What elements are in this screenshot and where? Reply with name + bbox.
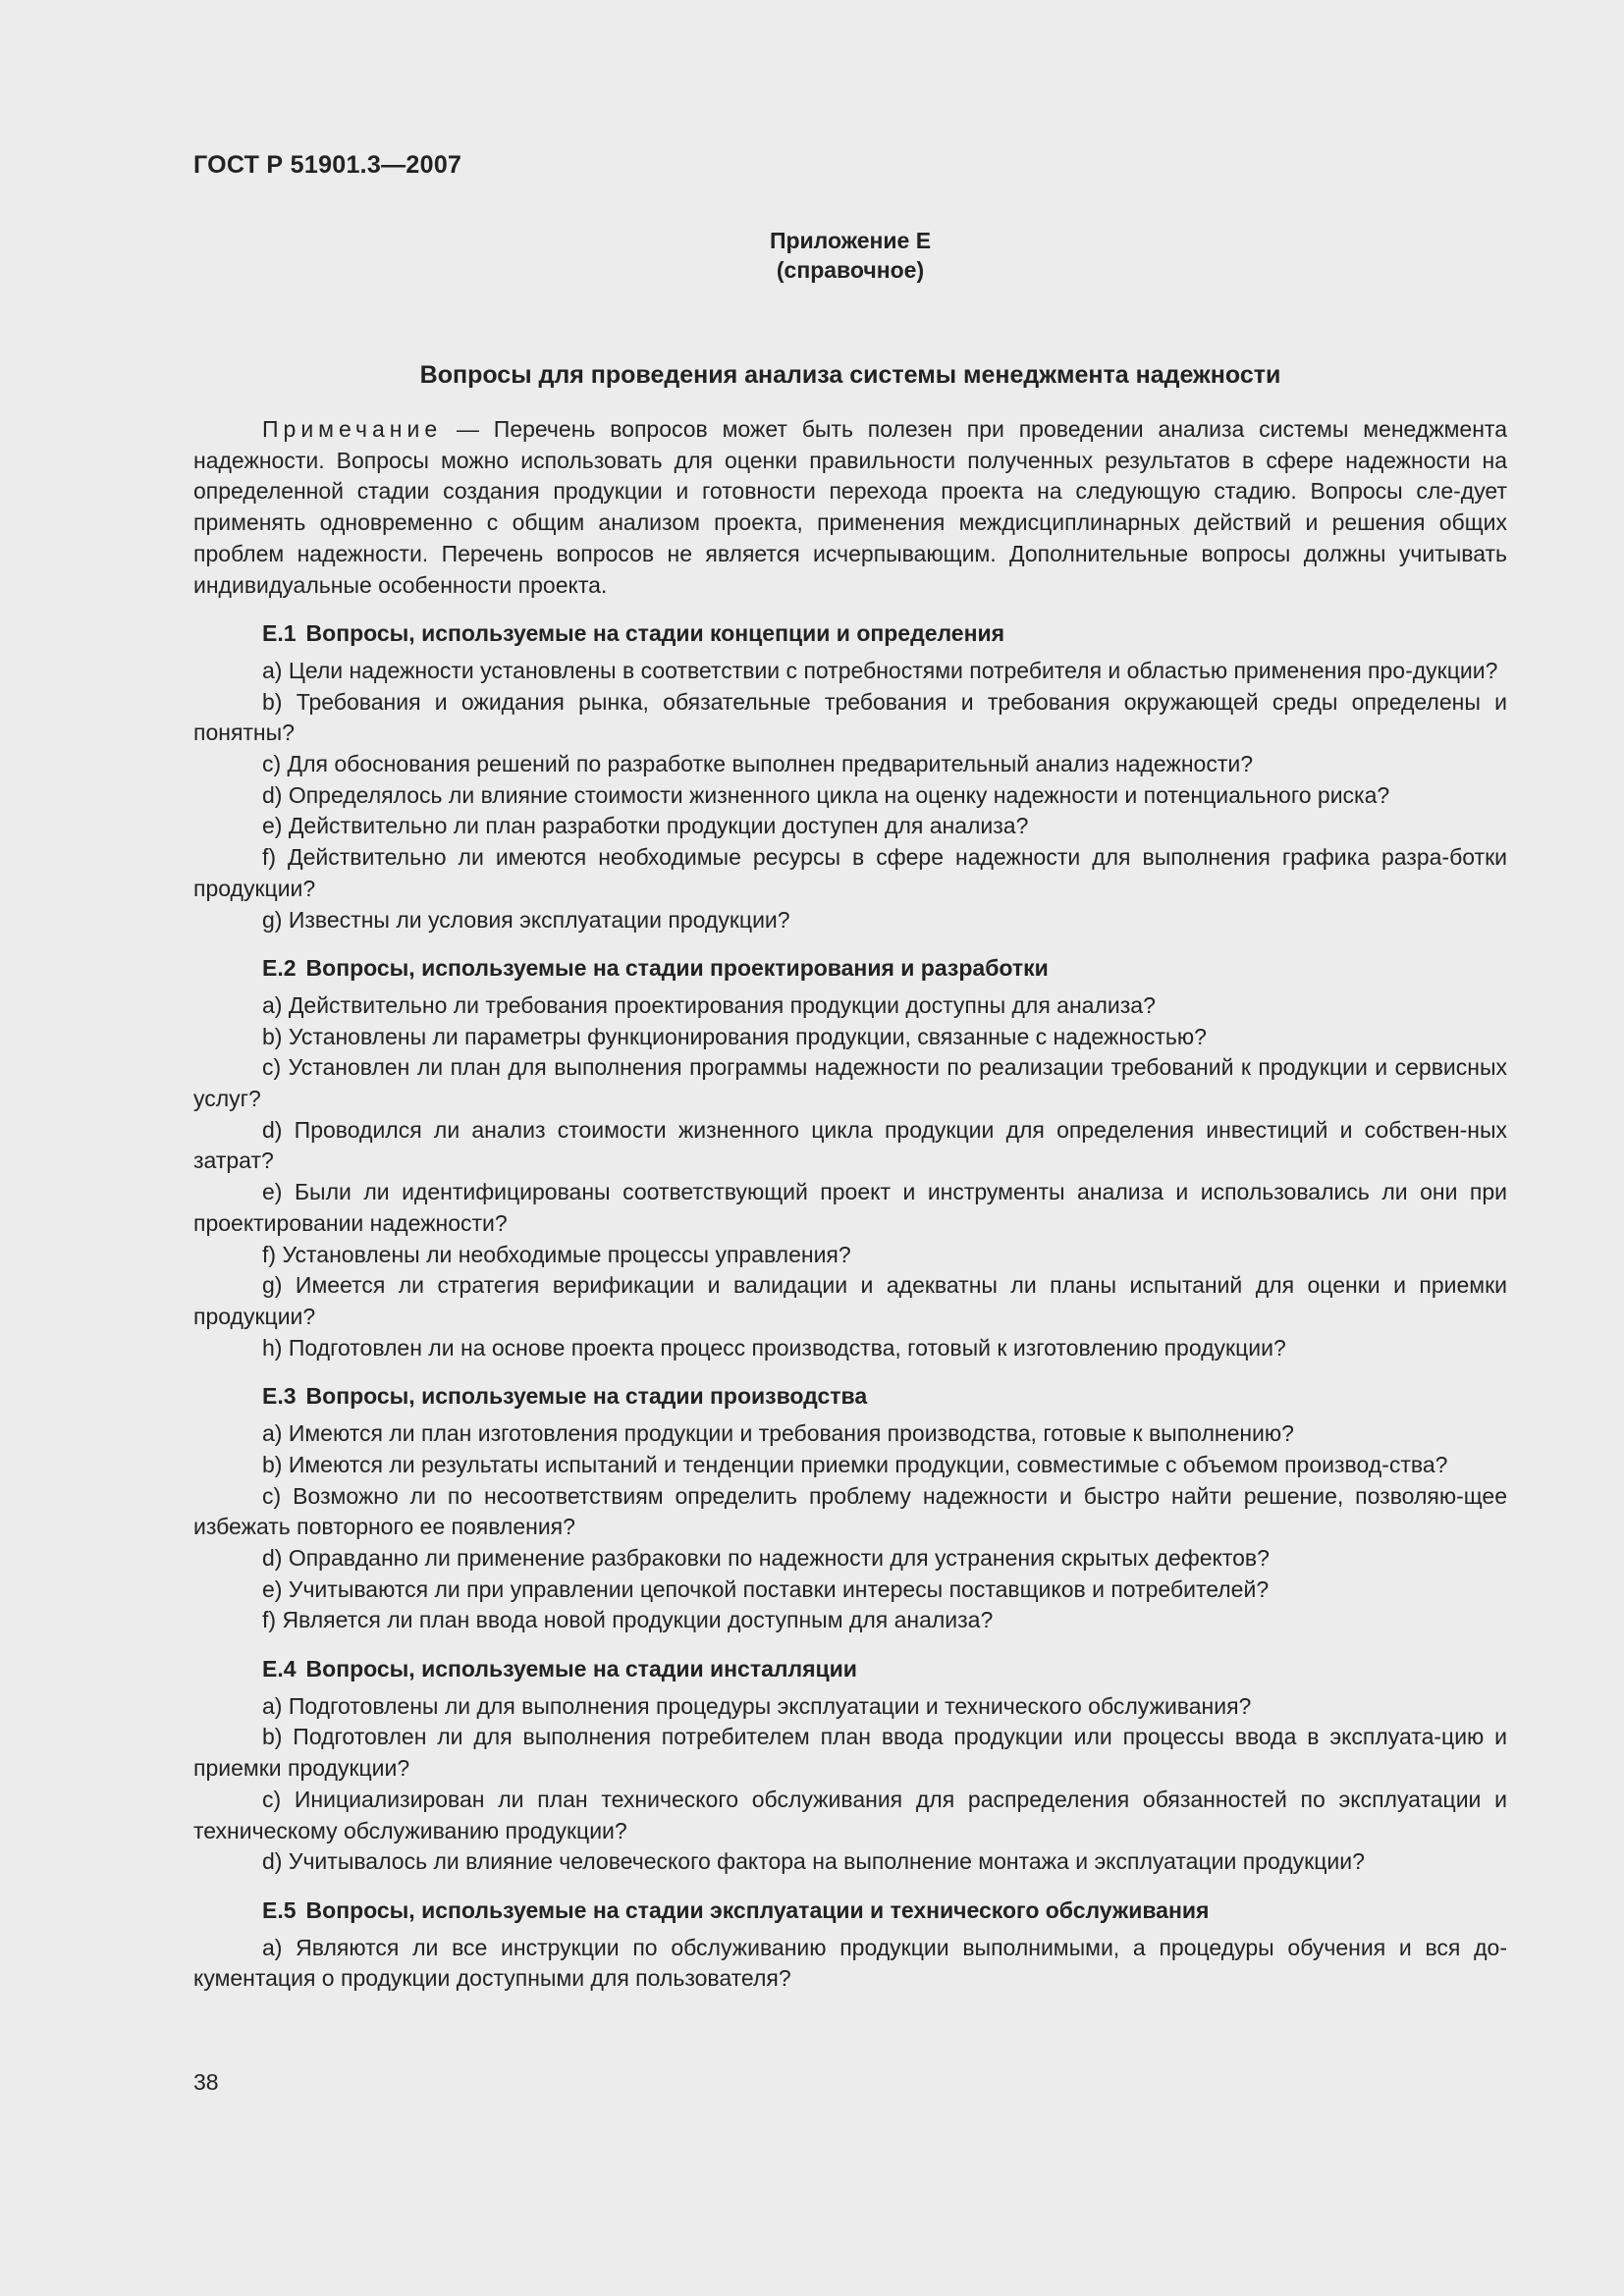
question-item: c) Установлен ли план для выполнения программы надежности по реализации требований к продукции и сервисных услуг?: [193, 1054, 1507, 1112]
note-paragraph: [193, 414, 1507, 601]
section-number: Е.2: [262, 955, 297, 982]
question-item: e) Были ли идентифицированы соответствующий проект и инструменты анализа и использовались ли они при проектировании надежности?: [193, 1179, 1507, 1236]
section-heading: [193, 618, 1507, 650]
question-item: а) Являются ли все инструкции по обслуживанию продукции выполнимыми, а процедуры обучения и вся до-кументация о продукции доступными для пользователя?: [193, 1934, 1507, 1992]
question-item: а) Действительно ли требования проектирования продукции доступны для анализа?: [262, 991, 1156, 1018]
question-item: d) Учитывалось ли влияние человеческого фактора на выполнение монтажа и эксплуатации продукции?: [262, 1848, 1365, 1875]
standard-header: ГОСТ Р 51901.3—2007: [193, 151, 462, 179]
question-item: f) Установлены ли необходимые процессы управления?: [262, 1241, 851, 1267]
section-title: Вопросы, используемые на стадии производства: [305, 1383, 868, 1410]
section-title: Вопросы, используемые на стадии проектирования и разработки: [305, 955, 1049, 982]
section-heading: [193, 1654, 1507, 1685]
section-number: Е.3: [262, 1383, 297, 1410]
question-item: h) Подготовлен ли на основе проекта процесс производства, готовый к изготовлению продукции?: [262, 1334, 1286, 1361]
question-item: b) Требования и ожидания рынка, обязательные требования и требования окружающей среды определены и понятны?: [193, 688, 1507, 746]
section-heading: [193, 953, 1507, 985]
document-body: [193, 414, 1507, 1995]
question-item: c) Инициализирован ли план технического обслуживания для распределения обязанностей по эксплуатации и техническому обслуживанию продукции?: [193, 1786, 1507, 1843]
question-item: g) Имеется ли стратегия верификации и валидации и адекватны ли планы испытаний для оценки и приемки продукции?: [193, 1272, 1507, 1329]
question-item: f) Действительно ли имеются необходимые ресурсы в сфере надежности для выполнения графика разра-ботки продукции?: [193, 844, 1507, 901]
sections-container: [193, 618, 1507, 1995]
question-item: d) Проводился ли анализ стоимости жизненного цикла продукции для определения инвестиций и собствен-ных затрат?: [193, 1116, 1507, 1174]
section-title: Вопросы, используемые на стадии инсталляции: [305, 1656, 857, 1682]
question-item: а) Цели надежности установлены в соответствии с потребностями потребителя и областью применения про-дукции?: [262, 657, 1498, 683]
question-item: а) Имеются ли план изготовления продукции и требования производства, готовые к выполнению?: [262, 1420, 1294, 1447]
note-text: — Перечень вопросов может быть полезен при проведении анализа системы менеджмента надежности. Вопросы можно использовать для оценки правильности полученных результатов в сфере надежности на определенной стадии создания продукции и готовности перехода проекта на следующую стадию. Вопросы сле-дует применять одновременно с общим анализом проекта, применения междисциплинарных действий и решения общих проблем надежности. Перечень вопросов не является исчерпывающим. Дополнительные вопросы должны учитывать индивидуальные особенности проекта.: [193, 416, 1507, 598]
question-item: c) Для обоснования решений по разработке выполнен предварительный анализ надежности?: [262, 751, 1253, 777]
note-label: Примечание: [262, 416, 443, 442]
question-item: а) Подготовлены ли для выполнения процедуры эксплуатации и технического обслуживания?: [262, 1692, 1252, 1719]
appendix-heading: [193, 226, 1507, 285]
appendix-title: Приложение Е: [769, 228, 932, 253]
section-number: Е.1: [262, 620, 297, 647]
question-item: b) Подготовлен ли для выполнения потребителем план ввода продукции или процессы ввода в эксплуата-цию и приемки продукции?: [193, 1724, 1507, 1782]
question-item: d) Определялось ли влияние стоимости жизненного цикла на оценку надежности и потенциального риска?: [262, 781, 1390, 808]
question-item: e) Действительно ли план разработки продукции доступен для анализа?: [262, 813, 1029, 839]
section-number: Е.5: [262, 1896, 297, 1923]
question-item: d) Оправданно ли применение разбраковки по надежности для устранения скрытых дефектов?: [262, 1544, 1270, 1571]
question-item: f) Является ли план ввода новой продукции доступным для анализа?: [262, 1607, 994, 1633]
section-title: Вопросы, используемые на стадии эксплуатации и технического обслуживания: [305, 1896, 1210, 1923]
question-item: e) Учитываются ли при управлении цепочкой поставки интересы поставщиков и потребителей?: [262, 1575, 1270, 1602]
question-item: g) Известны ли условия эксплуатации продукции?: [262, 906, 790, 933]
section-heading: [193, 1896, 1507, 1927]
question-item: c) Возможно ли по несоответствиям определить проблему надежности и быстро найти решение, позволяю-щее избежать повторного ее появления?: [193, 1482, 1507, 1540]
question-item: b) Установлены ли параметры функционирования продукции, связанные с надежностью?: [262, 1023, 1207, 1049]
question-item: b) Имеются ли результаты испытаний и тенденции приемки продукции, совместимые с объемом производ-ства?: [262, 1451, 1448, 1477]
section-number: Е.4: [262, 1656, 297, 1682]
page-number: 38: [193, 2069, 219, 2095]
section-heading: [193, 1381, 1507, 1413]
section-title: Вопросы, используемые на стадии концепции и определения: [305, 620, 1005, 647]
document-title: Вопросы для проведения анализа системы менеджмента надежности: [419, 361, 1281, 389]
appendix-subtitle: (справочное): [776, 257, 925, 283]
